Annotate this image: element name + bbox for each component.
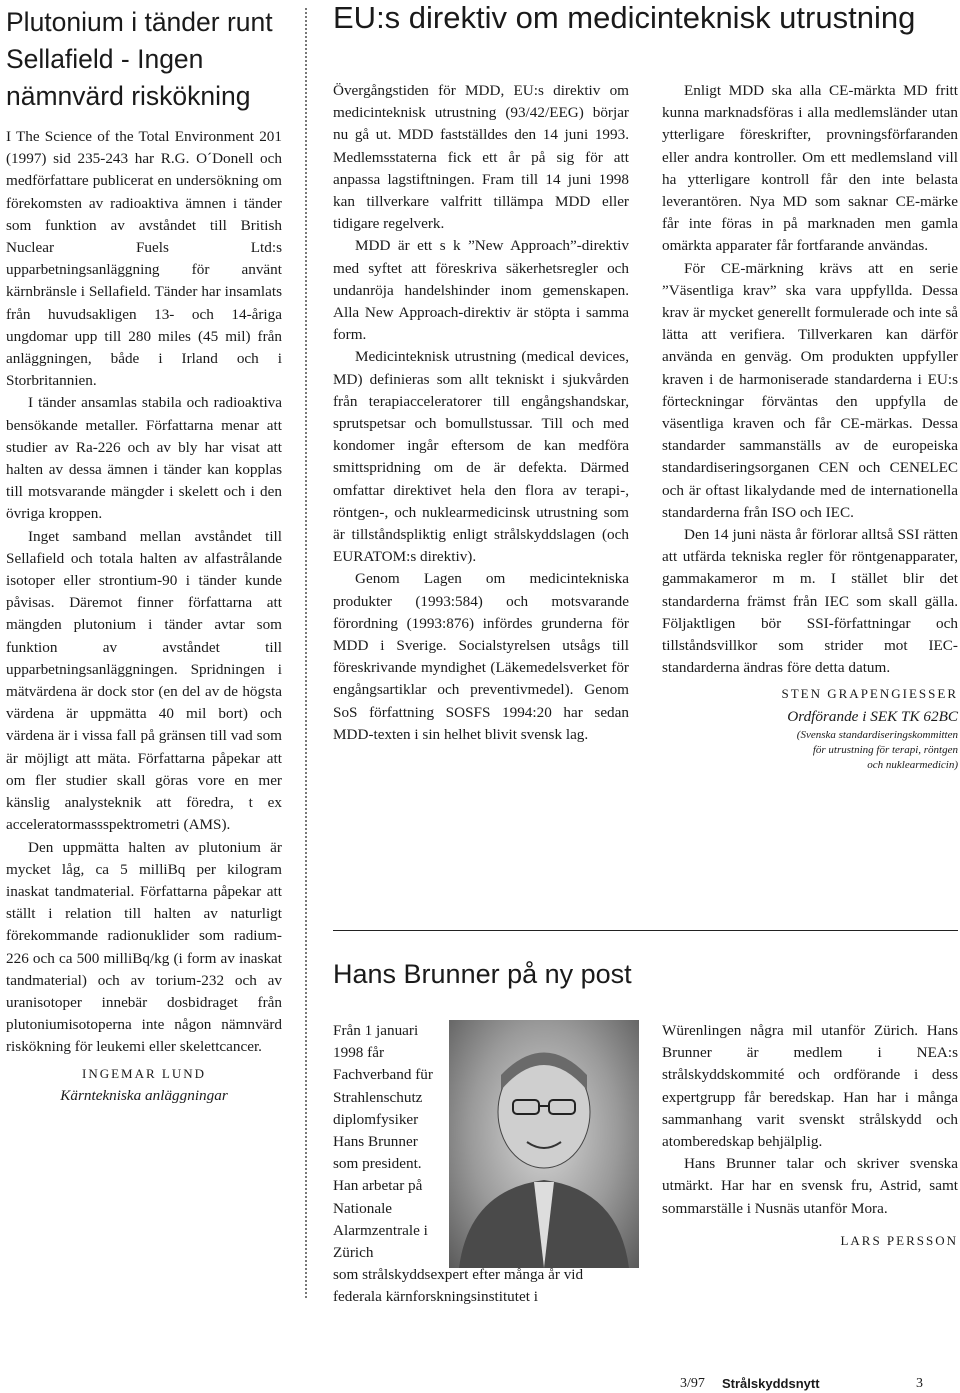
eu-article-column-2 (662, 80, 958, 773)
eu-article-paragraph: För CE-märkning krävs att en serie ”Väsentliga krav” ska vara uppfyllda. Dessa krav är mycket generellt formulerade och inte så lätta att verifiera. Tillverkaren kan därför använda en genväg. Om produkten uppfyller kraven i de harmoniserade standarderna i EU:s förteckningar förväntas den uppfylla de väsentliga kraven och får CE-märkas. Dessa standarder sammanställs av de europeiska standardiseringsorganen CEN och CENELEC och är oftast likalydande med de internationella standarderna från ISO och IEC. (662, 259, 958, 521)
eu-article-paragraph: Genom Lagen om medicintekniska produkter (1993:584) och motsvarande förordning (1993:876) infördes grunderna för MDD i Sverige. Socialstyrelsen utsågs till föreskrivande myndighet (Läkemedelsverket för engångsartiklar och preventivmedel). Genom SoS författning SOSFS 1994:20 har sedan MDD-texten i sin helhet blivit svensk lag. (333, 570, 629, 743)
eu-article-column-1 (333, 80, 629, 746)
brunner-article-paragraph: Hans Brunner talar och skriver svenska utmärkt. Har har en svensk fru, Astrid, samt sommarställe i Nusnäs utanför Mora. (662, 1155, 958, 1217)
left-article-title: Plutonium i tänder runt Sellafield - Ingen nämnvärd riskökning (6, 7, 273, 111)
left-article-paragraph: I The Science of the Total Environment 201 (1997) sid 235-243 har R.G. O´Donell och medförfattare publicerat en undersökning om förekomsten av radioaktiva ämnen i tänder som funktion av avståndet till British Nuclear Fuels Ltd:s upparbetningsanläggning för använt kärnbränsle i Sellafield. Tänder har insamlats från huvudsakligen 13- och 14-åriga ungdomar upp till 280 miles (45 mil) från anläggningen, både i Irland och i Storbritannien. (6, 128, 282, 390)
portrait-photo (449, 1020, 639, 1268)
left-article-paragraph: I tänder ansamlas stabila och radioaktiva bensökande metaller. Författarna menar att studier av Ra-226 och av bly har visat att halten av dessa ämnen i tänder kan kopplas till motsvarande mängder i skelett och i den övriga kroppen. (6, 394, 282, 523)
brunner-intro-narrow-text: Från 1 januari 1998 får Fachverband für Strahlenschutz diplomfysiker Hans Brunner som president. Han arbetar på Nationale Alarmzentrale i Zürich (333, 1022, 433, 1262)
eu-article-title: EU:s direktiv om medicinteknisk utrustning (333, 0, 916, 35)
brunner-intro-wide (333, 1264, 629, 1308)
footer-publication: Strålskyddsnytt (722, 1376, 820, 1391)
eu-article-affiliation: Ordförande i SEK TK 62BC (787, 707, 958, 725)
brunner-article-body (662, 1020, 958, 1252)
eu-article-note: (Svenska standardiseringskommitten (796, 728, 958, 741)
eu-article-paragraph: Övergångstiden för MDD, EU:s direktiv om medicinteknisk utrustning (93/42/EEG) börjar nu gå ut. MDD fastställdes den 14 juni 1993. Medlemsstaterna fick ett år på sig för att anpassa lagstiftningen. Fram till 14 juni 1998 kan tillverkare valfritt tillämpa MDD eller tidigare regelverk. (333, 82, 629, 233)
eu-article-note: och nuklearmedicin) (867, 758, 958, 771)
column-divider (305, 8, 307, 1298)
eu-article-note: för utrustning för terapi, röntgen (812, 743, 958, 756)
footer-issue: 3/97 (680, 1376, 705, 1391)
left-article-paragraph: Den uppmätta halten av plutonium är mycket låg, ca 5 milliBq per kilogram inaskat tandmaterial. Författarna påpekar att ställt i relation till halten av naturligt förekommande radionuklider som radium-226 och ca 500 milliBq/kg (i form av inaskat tandmaterial) och av torium-232 och av uranisotoper innebär dosbidraget från plutoniumisotoperna inte någon nämnvärd riskökning för leukemi eller skelettcancer. (6, 838, 282, 1056)
eu-article-signature: STEN GRAPENGIESSER (781, 686, 958, 702)
brunner-article-paragraph: Würenlingen några mil utanför Zürich. Hans Brunner är medlem i NEA:s strålskyddskommité och ordförande i dess expertgrupp får beredskap. Han har i många sammanhang varit svenskt strålskydd och atomberedskap behjälplig. (662, 1022, 958, 1151)
eu-article-paragraph: Enligt MDD ska alla CE-märkta MD fritt kunna marknadsföras i alla medlemsländer utan ytterligare föreskrifter, provningsförfaranden eller andra kontroller. Om ett medlemsland vill ha ytterligare kontroll får den inte belasta leverantören. Nya MD som saknar CE-märke får inte föras in på marknaden men gamla omärkta apparater får fortfarande användas. (662, 82, 958, 255)
eu-article-paragraph: Den 14 juni nästa år förlorar alltså SSI rätten att utfärda tekniska regler för röntgenapparater, gammakameror m m. I stället blir det standarderna främst från IEC som skall gälla. Följaktligen bör SSI-författningar och tillståndsvillkor som strider mot IEC-standarderna ändras före detta datum. (662, 526, 958, 677)
left-article-body (6, 126, 282, 1107)
section-divider (333, 930, 958, 931)
brunner-intro-wide-text: som strålskyddsexpert efter många år vid federala kärnforskningsinstitutet i (333, 1266, 584, 1306)
eu-article-paragraph: Medicinteknisk utrustning (medical devices, MD) definieras som allt tekniskt i sjukvården från terapiacceleratorer till engångshandskar, sprutspetsar och bomullstussar. Till och med kondomer ingår eftersom de kan medföra smittspridning om de är defekta. Därmed omfattar direktivet hela den flora av terapi-, röntgen-, och nuklearmedicinsk utrustning som är tillståndspliktig enligt strålskyddslagen (och EURATOM:s direktiv). (333, 348, 629, 566)
brunner-intro-narrow (333, 1020, 441, 1264)
footer-page-number: 3 (916, 1376, 923, 1391)
eu-article-paragraph: MDD är ett s k ”New Approach”-direktiv med syftet att föreskriva säkerhetsregler och undanröja handelshinder inom gemenskapen. Alla New Approach-direktiv är stöpta i samma form. (333, 237, 629, 344)
left-article-paragraph: Inget samband mellan avståndet till Sellafield och totala halten av alfastrålande isotoper eller strontium-90 i tänder kunde påvisas. Däremot finner författarna att mängden plutonium i tänder avtar som funktion av avståndet till upparbetningsanläggningen. Spridningen i mätvärdena är dock stor (en del av de högsta värdena är uppmätta 40 mil bort) och värdena är i vissa fall på gränsen till vad som är möjligt att mäta. Författarna påpekar att om fler studier skall göras vore en mer känslig analysteknik att föredra, t ex acceleratormassspektrometri (AMS). (6, 527, 282, 834)
left-article-signature: INGEMAR LUND (81, 1065, 207, 1081)
portrait-photo-icon (449, 1020, 639, 1268)
brunner-article-title: Hans Brunner på ny post (333, 959, 632, 989)
brunner-article-signature: LARS PERSSON (840, 1232, 958, 1248)
left-article-affiliation: Kärntekniska anläggningar (60, 1086, 228, 1104)
